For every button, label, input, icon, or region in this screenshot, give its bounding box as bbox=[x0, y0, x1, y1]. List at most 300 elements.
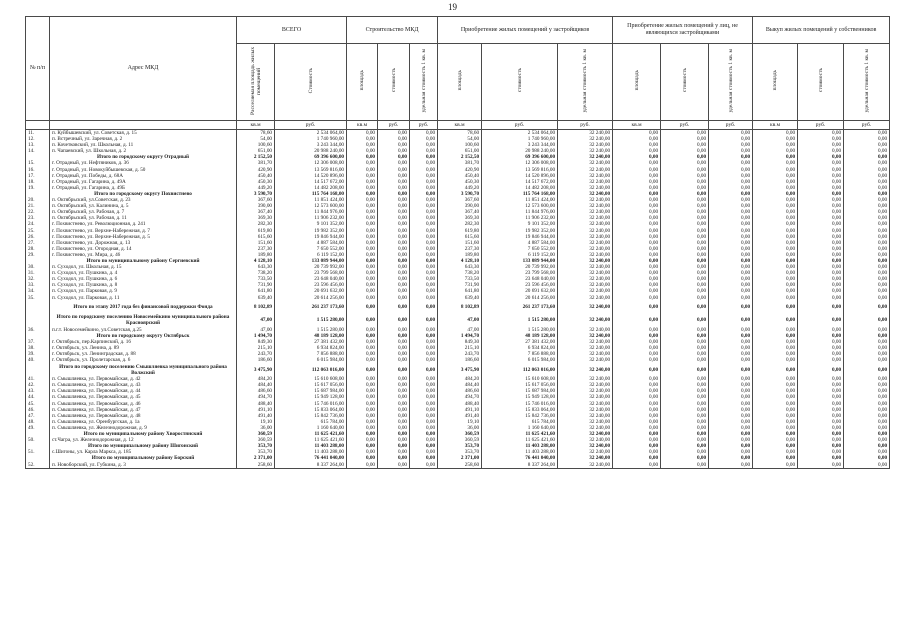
non-developer-unit-cost-cell: 0,00 bbox=[709, 136, 753, 142]
developer-unit-cost-cell: 32 240,00 bbox=[558, 295, 613, 301]
construction-area-cell: 0,00 bbox=[347, 339, 378, 345]
total-label: Итого по муниципальному району Хворостянский bbox=[50, 431, 237, 437]
buyout-area-cell: 0,00 bbox=[753, 209, 798, 215]
non-developer-area-cell: 0,00 bbox=[613, 455, 661, 461]
area-cell: 360,59 bbox=[237, 431, 275, 437]
construction-area-cell: 0,00 bbox=[347, 357, 378, 363]
row-number: 34. bbox=[26, 288, 50, 294]
row-number: 25. bbox=[26, 228, 50, 234]
row-number: 41. bbox=[26, 376, 50, 382]
developer-unit-cost-cell: 32 240,00 bbox=[558, 215, 613, 221]
buyout-unit-cost-cell: 0,00 bbox=[844, 215, 890, 221]
non-developer-unit-cost-cell: 0,00 bbox=[709, 258, 753, 264]
cost-cell: 15 949 128,00 bbox=[275, 394, 347, 400]
construction-cost-cell: 0,00 bbox=[378, 252, 410, 258]
address: п. Смышляевка, ул. Первомайская, д. 42 bbox=[50, 376, 237, 382]
developer-area-cell: 643,30 bbox=[438, 264, 482, 270]
row-number bbox=[26, 363, 50, 376]
area-cell: 420,90 bbox=[237, 167, 275, 173]
construction-cost-cell: 0,00 bbox=[378, 185, 410, 191]
developer-cost-cell: 14 482 208,00 bbox=[482, 185, 558, 191]
buyout-unit-cost-cell: 0,00 bbox=[844, 197, 890, 203]
buyout-unit-cost-cell: 0,00 bbox=[844, 363, 890, 376]
non-developer-area-cell: 0,00 bbox=[613, 197, 661, 203]
non-developer-cost-cell: 0,00 bbox=[661, 246, 709, 252]
non-developer-area-cell: 0,00 bbox=[613, 240, 661, 246]
non-developer-unit-cost-cell: 0,00 bbox=[709, 228, 753, 234]
buyout-cost-cell: 0,00 bbox=[798, 301, 844, 314]
construction-cost-cell: 0,00 bbox=[378, 333, 410, 339]
buyout-area-cell: 0,00 bbox=[753, 136, 798, 142]
header-group-cost: стоимость bbox=[681, 68, 688, 93]
header-group-unit-cost: удельная стоимость 1 кв. м bbox=[582, 48, 589, 113]
construction-cost-cell: 0,00 bbox=[378, 234, 410, 240]
developer-unit-cost-cell: 32 240,00 bbox=[558, 413, 613, 419]
buyout-cost-cell: 0,00 bbox=[798, 221, 844, 227]
construction-cost-cell: 0,00 bbox=[378, 197, 410, 203]
non-developer-unit-cost-cell: 0,00 bbox=[709, 185, 753, 191]
construction-cost-cell: 0,00 bbox=[378, 221, 410, 227]
cost-cell: 20 988 240,00 bbox=[275, 148, 347, 154]
buyout-cost-cell: 0,00 bbox=[798, 209, 844, 215]
row-number: 23. bbox=[26, 215, 50, 221]
construction-unit-cost-cell: 0,00 bbox=[410, 413, 438, 419]
developer-cost-cell: 14 517 672,00 bbox=[482, 179, 558, 185]
developer-unit-cost-cell: 32 240,00 bbox=[558, 246, 613, 252]
area-cell: 353,70 bbox=[237, 449, 275, 455]
construction-area-cell: 0,00 bbox=[347, 209, 378, 215]
non-developer-unit-cost-cell: 0,00 bbox=[709, 270, 753, 276]
header-group-area-cell bbox=[753, 44, 798, 121]
row-number bbox=[26, 301, 50, 314]
non-developer-unit-cost-cell: 0,00 bbox=[709, 376, 753, 382]
construction-cost-cell: 0,00 bbox=[378, 413, 410, 419]
developer-area-cell: 4 128,10 bbox=[438, 258, 482, 264]
cost-cell: 12 306 008,00 bbox=[275, 160, 347, 166]
cost-cell: 11 844 976,00 bbox=[275, 209, 347, 215]
construction-unit-cost-cell: 0,00 bbox=[410, 351, 438, 357]
developer-cost-cell: 76 441 040,00 bbox=[482, 455, 558, 461]
buyout-unit-cost-cell: 0,00 bbox=[844, 425, 890, 431]
buyout-unit-cost-cell: 0,00 bbox=[844, 413, 890, 419]
construction-cost-cell: 0,00 bbox=[378, 276, 410, 282]
non-developer-cost-cell: 0,00 bbox=[661, 455, 709, 461]
non-developer-unit-cost-cell: 0,00 bbox=[709, 351, 753, 357]
developer-area-cell: 47,00 bbox=[438, 314, 482, 327]
cost-cell: 23 799 568,00 bbox=[275, 270, 347, 276]
row-number: 31. bbox=[26, 270, 50, 276]
buyout-cost-cell: 0,00 bbox=[798, 407, 844, 413]
row-number: 13. bbox=[26, 142, 50, 148]
buyout-cost-cell: 0,00 bbox=[798, 449, 844, 455]
developer-unit-cost-cell: 32 240,00 bbox=[558, 301, 613, 314]
total-row bbox=[26, 363, 890, 376]
non-developer-unit-cost-cell: 0,00 bbox=[709, 339, 753, 345]
developer-cost-cell: 11 625 421,60 bbox=[482, 437, 558, 443]
construction-cost-cell: 0,00 bbox=[378, 455, 410, 461]
buyout-area-cell: 0,00 bbox=[753, 388, 798, 394]
buyout-cost-cell: 0,00 bbox=[798, 130, 844, 137]
non-developer-cost-cell: 0,00 bbox=[661, 351, 709, 357]
buyout-cost-cell: 0,00 bbox=[798, 431, 844, 437]
non-developer-cost-cell: 0,00 bbox=[661, 345, 709, 351]
buyout-cost-cell: 0,00 bbox=[798, 345, 844, 351]
construction-area-cell: 0,00 bbox=[347, 425, 378, 431]
cost-cell: 11 403 288,00 bbox=[275, 443, 347, 449]
unit-label: руб. bbox=[709, 121, 753, 130]
developer-cost-cell: 15 842 736,00 bbox=[482, 413, 558, 419]
total-label: Итого по городскому округу Похвистнево bbox=[50, 191, 237, 197]
non-developer-cost-cell: 0,00 bbox=[661, 215, 709, 221]
buyout-cost-cell: 0,00 bbox=[798, 339, 844, 345]
header-group-cost: стоимость bbox=[390, 68, 397, 93]
header-total-cost: Стоимость bbox=[307, 67, 314, 94]
developer-cost-cell: 12 573 600,00 bbox=[482, 203, 558, 209]
header-group-cost: стоимость bbox=[516, 68, 523, 93]
non-developer-cost-cell: 0,00 bbox=[661, 449, 709, 455]
developer-area-cell: 381,70 bbox=[438, 160, 482, 166]
developer-unit-cost-cell: 32 240,00 bbox=[558, 363, 613, 376]
total-row bbox=[26, 301, 890, 314]
total-label: Итого по муниципальному району Сергиевский bbox=[50, 258, 237, 264]
buyout-area-cell: 0,00 bbox=[753, 394, 798, 400]
buyout-unit-cost-cell: 0,00 bbox=[844, 264, 890, 270]
area-cell: 47,00 bbox=[237, 327, 275, 333]
construction-area-cell: 0,00 bbox=[347, 449, 378, 455]
construction-area-cell: 0,00 bbox=[347, 413, 378, 419]
non-developer-cost-cell: 0,00 bbox=[661, 394, 709, 400]
buyout-unit-cost-cell: 0,00 bbox=[844, 333, 890, 339]
buyout-area-cell: 0,00 bbox=[753, 425, 798, 431]
developer-unit-cost-cell: 32 240,00 bbox=[558, 154, 613, 160]
header-group-cost-cell bbox=[482, 44, 558, 121]
buyout-area-cell: 0,00 bbox=[753, 462, 798, 469]
developer-unit-cost-cell: 32 240,00 bbox=[558, 264, 613, 270]
developer-cost-cell: 15 746 016,00 bbox=[482, 401, 558, 407]
unit-label: кв.м bbox=[438, 121, 482, 130]
non-developer-unit-cost-cell: 0,00 bbox=[709, 382, 753, 388]
developer-unit-cost-cell: 32 240,00 bbox=[558, 333, 613, 339]
developer-cost-cell: 23 648 040,00 bbox=[482, 276, 558, 282]
developer-unit-cost-cell: 32 240,00 bbox=[558, 179, 613, 185]
construction-area-cell: 0,00 bbox=[347, 148, 378, 154]
buyout-area-cell: 0,00 bbox=[753, 221, 798, 227]
buyout-cost-cell: 0,00 bbox=[798, 401, 844, 407]
non-developer-area-cell: 0,00 bbox=[613, 449, 661, 455]
developer-area-cell: 19,10 bbox=[438, 419, 482, 425]
row-number: 36. bbox=[26, 327, 50, 333]
non-developer-cost-cell: 0,00 bbox=[661, 413, 709, 419]
total-label: Итого по городскому округу Отрадный bbox=[50, 154, 237, 160]
non-developer-unit-cost-cell: 0,00 bbox=[709, 179, 753, 185]
non-developer-unit-cost-cell: 0,00 bbox=[709, 425, 753, 431]
construction-cost-cell: 0,00 bbox=[378, 314, 410, 327]
row-number: 14. bbox=[26, 148, 50, 154]
address: г. Октябрьск, пер.Карпинский, д. 16 bbox=[50, 339, 237, 345]
buyout-unit-cost-cell: 0,00 bbox=[844, 221, 890, 227]
non-developer-area-cell: 0,00 bbox=[613, 276, 661, 282]
developer-unit-cost-cell: 32 240,00 bbox=[558, 327, 613, 333]
non-developer-cost-cell: 0,00 bbox=[661, 148, 709, 154]
construction-cost-cell: 0,00 bbox=[378, 148, 410, 154]
area-cell: 450,30 bbox=[237, 179, 275, 185]
address: п. Смышляевка, ул. Железнодорожная, д. 9 bbox=[50, 425, 237, 431]
construction-area-cell: 0,00 bbox=[347, 388, 378, 394]
construction-cost-cell: 0,00 bbox=[378, 345, 410, 351]
non-developer-unit-cost-cell: 0,00 bbox=[709, 221, 753, 227]
construction-area-cell: 0,00 bbox=[347, 221, 378, 227]
non-developer-unit-cost-cell: 0,00 bbox=[709, 455, 753, 461]
developer-cost-cell: 48 189 128,00 bbox=[482, 333, 558, 339]
developer-cost-cell: 15 687 984,00 bbox=[482, 388, 558, 394]
row-number: 37. bbox=[26, 339, 50, 345]
developer-cost-cell: 15 610 608,00 bbox=[482, 376, 558, 382]
unit-label: кв.м bbox=[347, 121, 378, 130]
address: г. Отрадный, ул. Гагарина, д. 49А bbox=[50, 179, 237, 185]
non-developer-cost-cell: 0,00 bbox=[661, 363, 709, 376]
developer-area-cell: 186,60 bbox=[438, 357, 482, 363]
address: п. Суходол, ул. Парковая, д. 11 bbox=[50, 295, 237, 301]
area-cell: 36,00 bbox=[237, 425, 275, 431]
non-developer-cost-cell: 0,00 bbox=[661, 419, 709, 425]
developer-cost-cell: 11 403 288,00 bbox=[482, 449, 558, 455]
address: п. Суходол, ул. Пушкина, д. 6 bbox=[50, 276, 237, 282]
developer-cost-cell: 23 596 456,00 bbox=[482, 282, 558, 288]
buyout-area-cell: 0,00 bbox=[753, 191, 798, 197]
buyout-unit-cost-cell: 0,00 bbox=[844, 240, 890, 246]
buyout-unit-cost-cell: 0,00 bbox=[844, 252, 890, 258]
buyout-area-cell: 0,00 bbox=[753, 327, 798, 333]
unit-label: руб. bbox=[558, 121, 613, 130]
buyout-unit-cost-cell: 0,00 bbox=[844, 142, 890, 148]
construction-unit-cost-cell: 0,00 bbox=[410, 407, 438, 413]
construction-cost-cell: 0,00 bbox=[378, 136, 410, 142]
buyout-area-cell: 0,00 bbox=[753, 258, 798, 264]
construction-area-cell: 0,00 bbox=[347, 197, 378, 203]
total-label: Итого по городскому поселению Смышляевка муниципального района Волжский bbox=[50, 363, 237, 376]
buyout-area-cell: 0,00 bbox=[753, 130, 798, 137]
non-developer-area-cell: 0,00 bbox=[613, 388, 661, 394]
developer-unit-cost-cell: 32 240,00 bbox=[558, 191, 613, 197]
buyout-area-cell: 0,00 bbox=[753, 264, 798, 270]
buyout-area-cell: 0,00 bbox=[753, 363, 798, 376]
buyout-unit-cost-cell: 0,00 bbox=[844, 203, 890, 209]
buyout-area-cell: 0,00 bbox=[753, 449, 798, 455]
construction-unit-cost-cell: 0,00 bbox=[410, 382, 438, 388]
construction-area-cell: 0,00 bbox=[347, 407, 378, 413]
buyout-unit-cost-cell: 0,00 bbox=[844, 148, 890, 154]
non-developer-area-cell: 0,00 bbox=[613, 215, 661, 221]
construction-area-cell: 0,00 bbox=[347, 240, 378, 246]
cost-cell: 14 517 672,00 bbox=[275, 179, 347, 185]
non-developer-cost-cell: 0,00 bbox=[661, 314, 709, 327]
developer-cost-cell: 11 844 976,00 bbox=[482, 209, 558, 215]
row-number: 16. bbox=[26, 167, 50, 173]
developer-area-cell: 8 102,89 bbox=[438, 301, 482, 314]
area-cell: 282,30 bbox=[237, 221, 275, 227]
construction-unit-cost-cell: 0,00 bbox=[410, 437, 438, 443]
non-developer-unit-cost-cell: 0,00 bbox=[709, 449, 753, 455]
developer-cost-cell: 2 534 064,00 bbox=[482, 130, 558, 137]
developer-area-cell: 733,50 bbox=[438, 276, 482, 282]
construction-area-cell: 0,00 bbox=[347, 431, 378, 437]
construction-cost-cell: 0,00 bbox=[378, 301, 410, 314]
developer-area-cell: 360,59 bbox=[438, 431, 482, 437]
non-developer-unit-cost-cell: 0,00 bbox=[709, 191, 753, 197]
construction-unit-cost-cell: 0,00 bbox=[410, 221, 438, 227]
non-developer-area-cell: 0,00 bbox=[613, 425, 661, 431]
cost-cell: 4 887 584,00 bbox=[275, 240, 347, 246]
total-label: Итого по этапу 2017 года без финансовой поддержки Фонда bbox=[50, 301, 237, 314]
address: п. Новоборский, ул. Губкина, д. 3 bbox=[50, 462, 237, 469]
header-group-cost-cell bbox=[661, 44, 709, 121]
row-number: 22. bbox=[26, 209, 50, 215]
non-developer-cost-cell: 0,00 bbox=[661, 382, 709, 388]
developer-area-cell: 1 494,70 bbox=[438, 333, 482, 339]
construction-cost-cell: 0,00 bbox=[378, 282, 410, 288]
developer-cost-cell: 6 119 152,00 bbox=[482, 252, 558, 258]
developer-unit-cost-cell: 32 240,00 bbox=[558, 388, 613, 394]
buyout-area-cell: 0,00 bbox=[753, 228, 798, 234]
construction-unit-cost-cell: 0,00 bbox=[410, 314, 438, 327]
construction-cost-cell: 0,00 bbox=[378, 154, 410, 160]
buyout-unit-cost-cell: 0,00 bbox=[844, 314, 890, 327]
non-developer-unit-cost-cell: 0,00 bbox=[709, 419, 753, 425]
buyout-cost-cell: 0,00 bbox=[798, 382, 844, 388]
area-cell: 367,40 bbox=[237, 209, 275, 215]
buyout-area-cell: 0,00 bbox=[753, 234, 798, 240]
buyout-cost-cell: 0,00 bbox=[798, 246, 844, 252]
cost-cell: 15 617 056,00 bbox=[275, 382, 347, 388]
buyout-unit-cost-cell: 0,00 bbox=[844, 276, 890, 282]
construction-area-cell: 0,00 bbox=[347, 228, 378, 234]
buyout-cost-cell: 0,00 bbox=[798, 160, 844, 166]
area-cell: 186,60 bbox=[237, 357, 275, 363]
non-developer-area-cell: 0,00 bbox=[613, 246, 661, 252]
developer-area-cell: 491,10 bbox=[438, 407, 482, 413]
buyout-area-cell: 0,00 bbox=[753, 179, 798, 185]
developer-cost-cell: 6 015 984,00 bbox=[482, 357, 558, 363]
buyout-unit-cost-cell: 0,00 bbox=[844, 185, 890, 191]
cost-cell: 15 842 736,00 bbox=[275, 413, 347, 419]
non-developer-unit-cost-cell: 0,00 bbox=[709, 167, 753, 173]
developer-unit-cost-cell: 32 240,00 bbox=[558, 462, 613, 469]
row-number: 48. bbox=[26, 419, 50, 425]
developer-unit-cost-cell: 32 240,00 bbox=[558, 351, 613, 357]
non-developer-area-cell: 0,00 bbox=[613, 167, 661, 173]
address: г. Отрадный, ул. Новокуйбышевская, д. 50 bbox=[50, 167, 237, 173]
construction-area-cell: 0,00 bbox=[347, 179, 378, 185]
developer-cost-cell: 9 101 352,00 bbox=[482, 221, 558, 227]
construction-cost-cell: 0,00 bbox=[378, 288, 410, 294]
developer-unit-cost-cell: 32 240,00 bbox=[558, 185, 613, 191]
buyout-area-cell: 0,00 bbox=[753, 407, 798, 413]
construction-area-cell: 0,00 bbox=[347, 333, 378, 339]
area-cell: 484,40 bbox=[237, 382, 275, 388]
developer-unit-cost-cell: 32 240,00 bbox=[558, 209, 613, 215]
address: п. Встречный, ул. Заречная, д. 2 bbox=[50, 136, 237, 142]
row-number: 30. bbox=[26, 264, 50, 270]
cost-cell: 11 403 288,00 bbox=[275, 449, 347, 455]
row-number: 19. bbox=[26, 185, 50, 191]
developer-unit-cost-cell: 32 240,00 bbox=[558, 394, 613, 400]
cost-cell: 11 625 421,60 bbox=[275, 437, 347, 443]
developer-unit-cost-cell: 32 240,00 bbox=[558, 357, 613, 363]
developer-unit-cost-cell: 32 240,00 bbox=[558, 197, 613, 203]
buyout-unit-cost-cell: 0,00 bbox=[844, 209, 890, 215]
developer-unit-cost-cell: 32 240,00 bbox=[558, 443, 613, 449]
address: г. Похвистнево, ул. Огородная, д. 14 bbox=[50, 246, 237, 252]
developer-cost-cell: 20 614 256,00 bbox=[482, 295, 558, 301]
area-cell: 3 590,70 bbox=[237, 191, 275, 197]
developer-area-cell: 2 152,50 bbox=[438, 154, 482, 160]
area-cell: 151,60 bbox=[237, 240, 275, 246]
construction-area-cell: 0,00 bbox=[347, 203, 378, 209]
non-developer-cost-cell: 0,00 bbox=[661, 276, 709, 282]
non-developer-cost-cell: 0,00 bbox=[661, 462, 709, 469]
non-developer-area-cell: 0,00 bbox=[613, 203, 661, 209]
construction-cost-cell: 0,00 bbox=[378, 167, 410, 173]
buyout-cost-cell: 0,00 bbox=[798, 363, 844, 376]
non-developer-area-cell: 0,00 bbox=[613, 252, 661, 258]
buyout-unit-cost-cell: 0,00 bbox=[844, 288, 890, 294]
non-developer-unit-cost-cell: 0,00 bbox=[709, 333, 753, 339]
cost-cell: 48 189 128,00 bbox=[275, 333, 347, 339]
non-developer-area-cell: 0,00 bbox=[613, 185, 661, 191]
construction-unit-cost-cell: 0,00 bbox=[410, 363, 438, 376]
non-developer-area-cell: 0,00 bbox=[613, 357, 661, 363]
non-developer-unit-cost-cell: 0,00 bbox=[709, 252, 753, 258]
buyout-area-cell: 0,00 bbox=[753, 240, 798, 246]
buyout-area-cell: 0,00 bbox=[753, 203, 798, 209]
non-developer-area-cell: 0,00 bbox=[613, 394, 661, 400]
area-cell: 2 371,00 bbox=[237, 455, 275, 461]
row-number: 32. bbox=[26, 276, 50, 282]
non-developer-area-cell: 0,00 bbox=[613, 376, 661, 382]
developer-unit-cost-cell: 32 240,00 bbox=[558, 407, 613, 413]
header-group-total: ВСЕГО bbox=[237, 17, 347, 44]
total-row bbox=[26, 314, 890, 327]
non-developer-cost-cell: 0,00 bbox=[661, 357, 709, 363]
non-developer-cost-cell: 0,00 bbox=[661, 437, 709, 443]
buyout-cost-cell: 0,00 bbox=[798, 419, 844, 425]
developer-unit-cost-cell: 32 240,00 bbox=[558, 148, 613, 154]
area-cell: 491,40 bbox=[237, 413, 275, 419]
developer-cost-cell: 133 089 944,00 bbox=[482, 258, 558, 264]
non-developer-cost-cell: 0,00 bbox=[661, 240, 709, 246]
area-cell: 47,00 bbox=[237, 314, 275, 327]
construction-cost-cell: 0,00 bbox=[378, 363, 410, 376]
construction-unit-cost-cell: 0,00 bbox=[410, 148, 438, 154]
construction-area-cell: 0,00 bbox=[347, 288, 378, 294]
construction-cost-cell: 0,00 bbox=[378, 240, 410, 246]
row-number: 44. bbox=[26, 394, 50, 400]
buyout-area-cell: 0,00 bbox=[753, 345, 798, 351]
construction-cost-cell: 0,00 bbox=[378, 203, 410, 209]
developer-area-cell: 151,60 bbox=[438, 240, 482, 246]
developer-area-cell: 3 475,90 bbox=[438, 363, 482, 376]
buyout-unit-cost-cell: 0,00 bbox=[844, 327, 890, 333]
non-developer-unit-cost-cell: 0,00 bbox=[709, 301, 753, 314]
area-cell: 651,00 bbox=[237, 148, 275, 154]
construction-unit-cost-cell: 0,00 bbox=[410, 130, 438, 137]
developer-unit-cost-cell: 32 240,00 bbox=[558, 167, 613, 173]
construction-unit-cost-cell: 0,00 bbox=[410, 160, 438, 166]
developer-unit-cost-cell: 32 240,00 bbox=[558, 431, 613, 437]
developer-area-cell: 390,00 bbox=[438, 203, 482, 209]
address: г. Похвистнево, ул. Верхне-Набережная, д. 5 bbox=[50, 234, 237, 240]
non-developer-cost-cell: 0,00 bbox=[661, 264, 709, 270]
